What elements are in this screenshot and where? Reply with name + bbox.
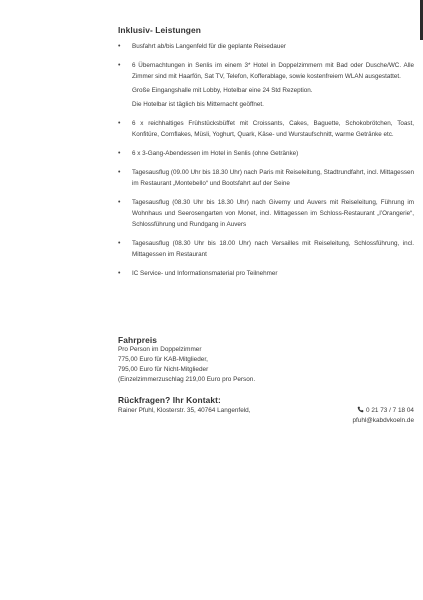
inclusive-item	[118, 167, 414, 189]
price-line: (Einzelzimmerzuschlag 219,00 Euro pro Person.	[118, 376, 256, 383]
bullet-icon: •	[118, 120, 121, 127]
contact-phone: 0 21 73 / 7 18 04	[366, 407, 414, 414]
contact-address: Rainer Pfuhl, Klosterstr. 35, 40764 Langenfeld,	[118, 407, 251, 414]
contact-phone-group	[357, 406, 414, 416]
bullet-icon: •	[118, 199, 121, 206]
inclusive-item	[118, 60, 414, 110]
inclusive-item-text: IC Service- und Informationsmaterial pro Teilnehmer	[132, 270, 278, 277]
contact-email[interactable]: pfuhl@kabdvkoeln.de	[352, 417, 414, 424]
bullet-icon: •	[118, 62, 121, 69]
inclusive-heading: Inklusiv- Leistungen	[118, 25, 201, 35]
inclusive-item-text: 6 Übernachtungen in Senlis im einem 3* Hotel in Doppelzimmern mit Bad oder Dusche/WC. Alle Zimmer sind mit Haarfön, Sat TV, Telefon, Kofferablage, sowie kostenfreiem WLAN ausgestattet.	[132, 62, 414, 80]
inclusive-item	[118, 197, 414, 230]
inclusive-item-text: Die Hotelbar ist täglich bis Mitternacht geöffnet.	[132, 101, 264, 108]
bullet-icon: •	[118, 43, 121, 50]
inclusive-list	[118, 41, 414, 287]
inclusive-item-text: Tagesausflug (08.30 Uhr bis 18.00 Uhr) nach Versailles mit Reiseleitung, Schlossführung, incl. Mittagessen im Restaurant	[132, 240, 414, 258]
price-line: Pro Person im Doppelzimmer	[118, 346, 202, 353]
contact-line	[118, 406, 414, 416]
inclusive-item	[118, 41, 414, 52]
price-line: 775,00 Euro für KAB-Mitglieder,	[118, 356, 208, 363]
phone-icon	[357, 406, 364, 413]
inclusive-item	[118, 268, 414, 279]
inclusive-item-text: Busfahrt ab/bis Langenfeld für die geplante Reisedauer	[132, 43, 287, 50]
bullet-icon: •	[118, 150, 121, 157]
inclusive-item-text: Große Eingangshalle mit Lobby, Hotelbar eine 24 Std Rezeption.	[132, 87, 313, 94]
price-block	[118, 345, 255, 385]
inclusive-item-text: 6 x reichhaltiges Frühstücksbüffet mit Croissants, Cakes, Baguette, Schokobrötchen, Toast, Konfitüre, Cornflakes, Müsli, Yoghurt, Quark, Käse- und Wurstaufschnitt, warme Getränke etc.	[132, 120, 414, 138]
inclusive-item-text: Tagesausflug (08.30 Uhr bis 18.30 Uhr) nach Giverny und Auvers mit Reiseleitung, Führung im Wohnhaus und Seerosengarten von Monet, incl. Mittagessen im Schloss-Restaurant „l’Orangerie“, Schlossführung und Rundgang in Auvers	[132, 199, 414, 228]
contact-heading: Rückfragen? Ihr Kontakt:	[118, 395, 221, 405]
inclusive-item-text: 6 x 3-Gang-Abendessen im Hotel in Senlis (ohne Getränke)	[132, 150, 299, 157]
inclusive-item	[118, 148, 414, 159]
price-line: 795,00 Euro für Nicht-Mitglieder	[118, 366, 209, 373]
bullet-icon: •	[118, 270, 121, 277]
bullet-icon: •	[118, 240, 121, 247]
inclusive-item	[118, 118, 414, 140]
inclusive-item-text: Tagesausflug (09.00 Uhr bis 18.30 Uhr) nach Paris mit Reiseleitung, Stadtrundfahrt, incl. Mittagessen im Restaurant „Montebello“ und Bootsfahrt auf der Seine	[132, 169, 414, 187]
bullet-icon: •	[118, 169, 121, 176]
inclusive-item	[118, 238, 414, 260]
price-heading: Fahrpreis	[118, 335, 158, 345]
